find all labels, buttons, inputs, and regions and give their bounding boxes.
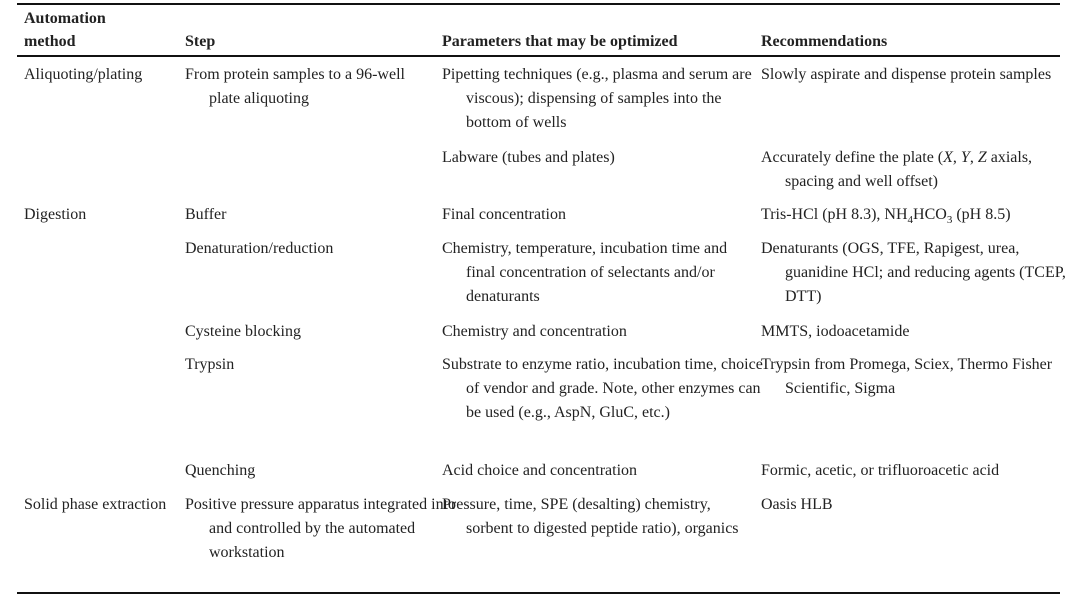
cell-recommendations: Accurately define the plate (X, Y, Z axials, spacing and well offset): [761, 149, 1033, 190]
cell-method: Digestion: [24, 206, 87, 223]
cell-parameters: Final concentration: [442, 206, 566, 223]
cell-recommendations: Trypsin from Promega, Sciex, Thermo Fisher Scientific, Sigma: [761, 356, 1053, 397]
header-automation-method: [24, 7, 106, 53]
cell-parameters: Chemistry, temperature, incubation time and final concentration of selectants and/or denaturants: [442, 240, 728, 305]
cell-parameters: Acid choice and concentration: [442, 462, 638, 479]
table-top-rule: [17, 3, 1060, 5]
cell-parameters: Labware (tubes and plates): [442, 149, 615, 166]
cell-recommendations: Oasis HLB: [761, 496, 833, 513]
cell-step: Trypsin: [185, 356, 235, 373]
cell-recommendations: Slowly aspirate and dispense protein samples: [761, 66, 1052, 83]
cell-step: Positive pressure apparatus integrated into and controlled by the automated workstation: [185, 496, 457, 561]
header-parameters: Parameters that may be optimized: [442, 33, 678, 50]
header-text: method: [24, 33, 76, 50]
table-header-rule: [17, 55, 1060, 57]
cell-step: Cysteine blocking: [185, 323, 301, 340]
cell-parameters: Chemistry and concentration: [442, 323, 627, 340]
cell-recommendations: MMTS, iodoacetamide: [761, 323, 910, 340]
cell-method: Aliquoting/plating: [24, 66, 143, 83]
cell-recommendations: Tris-HCl (pH 8.3), $NH_4HCO_3$ (pH 8.5): [761, 206, 1011, 227]
cell-parameters: Pipetting techniques (e.g., plasma and serum are viscous); dispensing of samples into the bottom of wells: [442, 66, 752, 131]
cell-parameters: Substrate to enzyme ratio, incubation time, choice of vendor and grade. Note, other enzymes can be used (e.g., AspN, GluC, etc.): [442, 356, 763, 421]
header-step: Step: [185, 33, 216, 50]
cell-recommendations: Denaturants (OGS, TFE, Rapigest, urea, guanidine HCl; and reducing agents (TCEP, DTT): [761, 240, 1066, 305]
cell-recommendations: Formic, acetic, or trifluoroacetic acid: [761, 462, 1000, 479]
cell-step: Buffer: [185, 206, 227, 223]
cell-step: From protein samples to a 96-well plate aliquoting: [185, 66, 405, 107]
cell-step: Denaturation/reduction: [185, 240, 334, 257]
cell-parameters: Pressure, time, SPE (desalting) chemistry, sorbent to digested peptide ratio), organics: [442, 496, 739, 537]
header-text: Automation: [24, 10, 106, 27]
table-bottom-rule: [17, 592, 1060, 594]
cell-method: Solid phase extraction: [24, 496, 167, 513]
cell-step: Quenching: [185, 462, 256, 479]
header-recommendations: Recommendations: [761, 33, 888, 50]
